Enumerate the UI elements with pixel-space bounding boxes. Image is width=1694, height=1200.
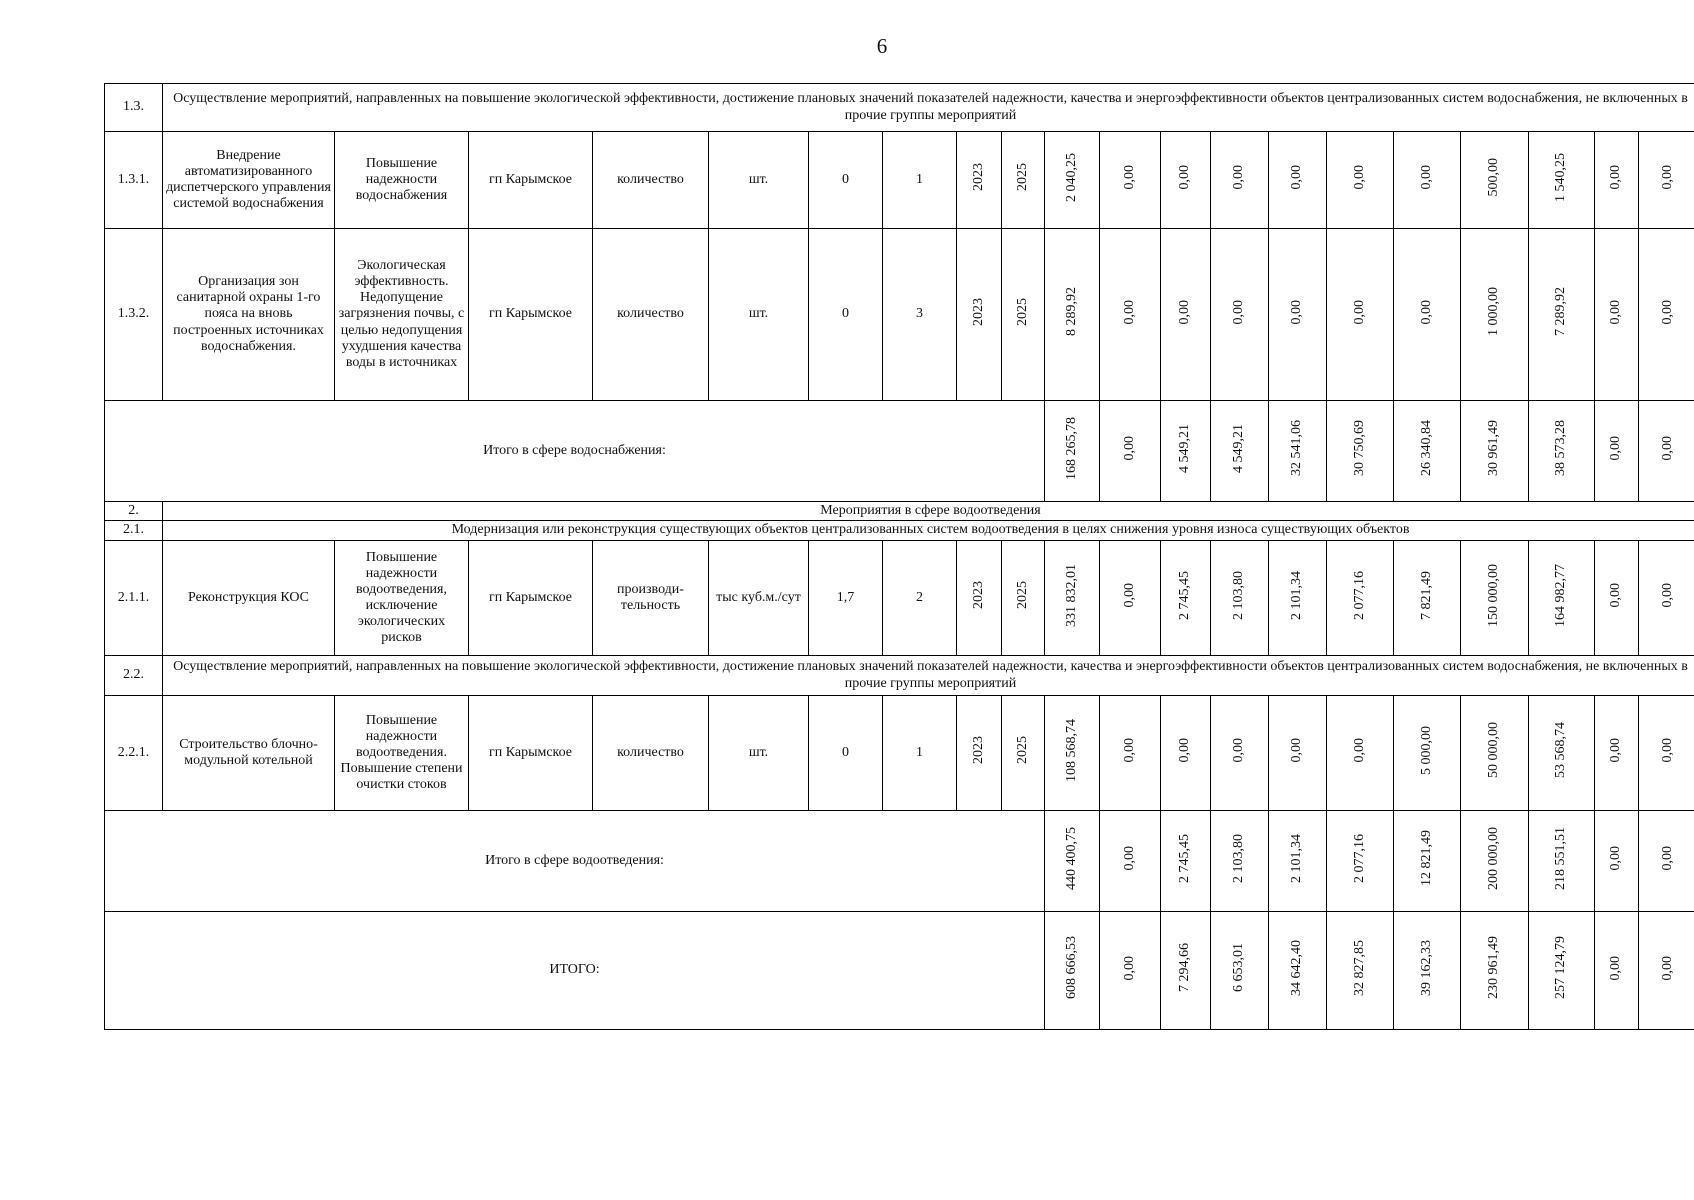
amount-cell — [1595, 229, 1639, 401]
table-row — [105, 229, 1694, 401]
total-amount-cell-text: 0,00 — [1660, 436, 1676, 461]
indicator: производи-тельность — [593, 541, 709, 656]
total-amount-cell — [1211, 912, 1269, 1030]
amount-cell — [1595, 541, 1639, 656]
total-amount-cell — [1461, 811, 1529, 912]
total-amount-cell-text: 2 077,16 — [1351, 833, 1367, 883]
total-row — [105, 912, 1694, 1030]
unit: шт. — [709, 132, 809, 229]
amount-cell-text: 1 000,00 — [1486, 287, 1502, 337]
amount-cell-text: 0,00 — [1231, 299, 1247, 325]
total-label: Итого в сфере водоотведения: — [105, 811, 1045, 912]
amount-cell-text: 0,00 — [1418, 165, 1434, 190]
amount-cell-text: 1 540,25 — [1553, 152, 1569, 202]
amount-cell — [1529, 541, 1595, 656]
amount-cell — [1161, 541, 1211, 656]
table-row — [105, 132, 1694, 229]
year-start-text: 2023 — [970, 163, 986, 192]
total-amount-cell — [1211, 401, 1269, 502]
total-amount-cell-text: 0,00 — [1608, 436, 1624, 461]
total-label: Итого в сфере водоснабжения: — [105, 401, 1045, 502]
amount-cell — [1461, 229, 1529, 401]
total-amount-cell-text: 0,00 — [1608, 846, 1624, 871]
year-start — [957, 132, 1002, 229]
amount-cell-text: 2 103,80 — [1231, 570, 1247, 620]
amount-cell — [1161, 696, 1211, 811]
total-amount-cell-text: 39 162,33 — [1418, 939, 1434, 996]
value-after: 3 — [883, 229, 957, 401]
total-amount-cell-text: 0,00 — [1660, 955, 1676, 981]
measure-name: Реконструкция КОС — [163, 541, 335, 656]
amount-cell-text: 0,00 — [1660, 299, 1676, 325]
amount-cell-text: 2 101,34 — [1289, 570, 1305, 620]
total-amount-cell — [1211, 811, 1269, 912]
section-row — [105, 656, 1694, 696]
amount-cell — [1639, 541, 1694, 656]
total-amount-cell-text: 230 961,49 — [1486, 936, 1502, 1000]
total-amount-cell — [1639, 912, 1694, 1030]
year-start-text: 2023 — [970, 581, 986, 610]
amount-cell — [1161, 132, 1211, 229]
section-row — [105, 84, 1694, 132]
row-id: 1.3.2. — [105, 229, 163, 401]
amount-cell — [1161, 229, 1211, 401]
amount-cell — [1211, 132, 1269, 229]
indicator: количество — [593, 132, 709, 229]
row-id: 2.1. — [105, 521, 163, 541]
total-amount-cell-text: 4 549,21 — [1177, 423, 1193, 473]
total-amount-cell — [1100, 401, 1161, 502]
amount-cell — [1461, 541, 1529, 656]
total-amount-cell — [1595, 811, 1639, 912]
page-number: 6 — [876, 34, 888, 58]
amount-cell-text: 7 289,92 — [1553, 287, 1569, 337]
year-end-text: 2025 — [1014, 297, 1030, 326]
amount-cell-text: 0,00 — [1660, 165, 1676, 190]
year-start — [957, 541, 1002, 656]
amount-cell-text: 0,00 — [1231, 165, 1247, 190]
year-end-text: 2025 — [1014, 163, 1030, 192]
total-amount-cell — [1045, 401, 1100, 502]
total-amount-cell — [1269, 811, 1327, 912]
total-amount-cell-text: 0,00 — [1660, 846, 1676, 871]
amount-cell — [1269, 132, 1327, 229]
total-amount-cell-text: 12 821,49 — [1418, 830, 1434, 887]
amount-cell — [1100, 132, 1161, 229]
amount-cell-text: 53 568,74 — [1553, 722, 1569, 779]
heading-title: Мероприятия в сфере водоотведения — [163, 502, 1694, 521]
row-id: 2.2.1. — [105, 696, 163, 811]
section-title: Осуществление мероприятий, направленных на повышение экологической эффективности, достижение плановых значений показателей надежности, качества и энергоэффективности объектов централизованных систем водоснабжения, не включенных в прочие группы мероприятий — [163, 84, 1694, 132]
total-amount-cell — [1161, 401, 1211, 502]
total-amount-cell-text: 34 642,40 — [1289, 939, 1305, 996]
total-amount-cell-text: 6 653,01 — [1231, 943, 1247, 993]
total-amount-cell-text: 0,00 — [1608, 955, 1624, 981]
amount-cell-text: 108 568,74 — [1063, 718, 1079, 782]
amount-cell — [1595, 696, 1639, 811]
total-amount-cell-text: 32 827,85 — [1351, 939, 1367, 996]
amount-cell — [1394, 696, 1461, 811]
value-before: 1,7 — [809, 541, 883, 656]
amount-cell-text: 2 040,25 — [1063, 152, 1079, 202]
year-start — [957, 696, 1002, 811]
amount-cell-text: 0,00 — [1177, 738, 1193, 763]
total-amount-cell — [1461, 401, 1529, 502]
indicator: количество — [593, 696, 709, 811]
total-amount-cell-text: 30 750,69 — [1351, 420, 1367, 477]
amount-cell-text: 50 000,00 — [1486, 722, 1502, 779]
amount-cell-text: 331 832,01 — [1063, 563, 1079, 627]
total-amount-cell — [1595, 401, 1639, 502]
measure-name: Организация зон санитарной охраны 1-го пояса на вновь построенных источниках водоснабжения. — [163, 229, 335, 401]
unit: шт. — [709, 229, 809, 401]
amount-cell — [1639, 229, 1694, 401]
amount-cell — [1045, 541, 1100, 656]
total-amount-cell-text: 2 745,45 — [1177, 833, 1193, 883]
amount-cell — [1394, 541, 1461, 656]
year-end — [1002, 132, 1045, 229]
amount-cell — [1100, 229, 1161, 401]
year-end — [1002, 696, 1045, 811]
amount-cell — [1100, 696, 1161, 811]
total-amount-cell — [1327, 912, 1394, 1030]
location: гп Карымское — [469, 229, 593, 401]
amount-cell-text: 7 821,49 — [1418, 570, 1434, 620]
total-amount-cell-text: 7 294,66 — [1177, 943, 1193, 993]
amount-cell-text: 0,00 — [1121, 299, 1137, 325]
amount-cell — [1394, 132, 1461, 229]
year-end-text: 2025 — [1014, 736, 1030, 765]
amount-cell-text: 0,00 — [1121, 738, 1137, 763]
total-amount-cell — [1529, 811, 1595, 912]
amount-cell-text: 500,00 — [1486, 158, 1502, 197]
amount-cell-text: 0,00 — [1351, 165, 1367, 190]
value-before: 0 — [809, 132, 883, 229]
amount-cell-text: 0,00 — [1418, 299, 1434, 325]
amount-cell — [1045, 132, 1100, 229]
total-amount-cell — [1639, 811, 1694, 912]
amount-cell-text: 0,00 — [1177, 165, 1193, 190]
total-row — [105, 811, 1694, 912]
total-amount-cell-text: 2 103,80 — [1231, 833, 1247, 883]
unit: тыс куб.м./сут — [709, 541, 809, 656]
year-end — [1002, 229, 1045, 401]
subsection-title: Модернизация или реконструкция существующих объектов централизованных систем водоотведения в целях снижения уровня износа существующих объектов — [163, 521, 1694, 541]
total-row — [105, 401, 1694, 502]
amount-cell — [1045, 696, 1100, 811]
amount-cell-text: 0,00 — [1608, 299, 1624, 325]
amount-cell — [1461, 132, 1529, 229]
total-amount-cell — [1045, 912, 1100, 1030]
amount-cell-text: 0,00 — [1121, 583, 1137, 608]
year-start-text: 2023 — [970, 297, 986, 326]
amount-cell-text: 150 000,00 — [1486, 563, 1502, 627]
row-id: 2. — [105, 502, 163, 521]
total-amount-cell — [1269, 912, 1327, 1030]
row-id: 2.1.1. — [105, 541, 163, 656]
row-id: 2.2. — [105, 656, 163, 696]
amount-cell — [1327, 229, 1394, 401]
amount-cell — [1639, 132, 1694, 229]
total-amount-cell-text: 4 549,21 — [1231, 423, 1247, 473]
total-amount-cell-text: 38 573,28 — [1553, 420, 1569, 477]
amount-cell — [1327, 696, 1394, 811]
row-id: 1.3. — [105, 84, 163, 132]
measures-table — [104, 83, 1694, 1030]
amount-cell — [1394, 229, 1461, 401]
table-row — [105, 541, 1694, 656]
total-amount-cell — [1595, 912, 1639, 1030]
measure-goal: Повышение надежности водоотведения, исключение экологических рисков — [335, 541, 469, 656]
section-title: Осуществление мероприятий, направленных на повышение экологической эффективности, достижение плановых значений показателей надежности, качества и энергоэффективности объектов централизованных систем водоснабжения, не включенных в прочие группы мероприятий — [163, 656, 1694, 696]
amount-cell — [1529, 132, 1595, 229]
year-end-text: 2025 — [1014, 581, 1030, 610]
measure-name: Внедрение автоматизированного диспетчерского управления системой водоснабжения — [163, 132, 335, 229]
total-amount-cell — [1461, 912, 1529, 1030]
measure-goal: Повышение надежности водоотведения. Повышение степени очистки стоков — [335, 696, 469, 811]
amount-cell-text: 0,00 — [1289, 299, 1305, 325]
amount-cell — [1639, 696, 1694, 811]
total-amount-cell — [1394, 401, 1461, 502]
total-amount-cell — [1327, 811, 1394, 912]
amount-cell-text: 0,00 — [1608, 738, 1624, 763]
total-amount-cell-text: 257 124,79 — [1553, 936, 1569, 1000]
amount-cell-text: 0,00 — [1351, 738, 1367, 763]
amount-cell — [1269, 229, 1327, 401]
unit: шт. — [709, 696, 809, 811]
total-amount-cell — [1394, 811, 1461, 912]
measure-name: Строительство блочно-модульной котельной — [163, 696, 335, 811]
amount-cell-text: 0,00 — [1177, 299, 1193, 325]
amount-cell — [1211, 696, 1269, 811]
total-amount-cell — [1161, 811, 1211, 912]
total-amount-cell-text: 0,00 — [1121, 846, 1137, 871]
amount-cell — [1529, 696, 1595, 811]
total-amount-cell-text: 608 666,53 — [1063, 936, 1079, 1000]
amount-cell — [1269, 696, 1327, 811]
total-amount-cell — [1394, 912, 1461, 1030]
amount-cell — [1211, 541, 1269, 656]
total-amount-cell — [1529, 912, 1595, 1030]
amount-cell-text: 8 289,92 — [1063, 287, 1079, 337]
total-amount-cell — [1100, 811, 1161, 912]
year-end — [1002, 541, 1045, 656]
amount-cell — [1045, 229, 1100, 401]
amount-cell-text: 0,00 — [1608, 583, 1624, 608]
amount-cell — [1595, 132, 1639, 229]
amount-cell-text: 5 000,00 — [1418, 725, 1434, 775]
value-before: 0 — [809, 696, 883, 811]
amount-cell-text: 0,00 — [1608, 165, 1624, 190]
amount-cell-text: 2 077,16 — [1351, 570, 1367, 620]
total-amount-cell — [1269, 401, 1327, 502]
amount-cell — [1269, 541, 1327, 656]
amount-cell-text: 0,00 — [1121, 165, 1137, 190]
total-amount-cell-text: 0,00 — [1121, 955, 1137, 981]
total-amount-cell — [1161, 912, 1211, 1030]
amount-cell-text: 0,00 — [1660, 583, 1676, 608]
amount-cell-text: 0,00 — [1351, 299, 1367, 325]
amount-cell-text: 164 982,77 — [1553, 563, 1569, 627]
indicator: количество — [593, 229, 709, 401]
total-amount-cell-text: 2 101,34 — [1289, 833, 1305, 883]
amount-cell — [1100, 541, 1161, 656]
measure-goal: Повышение надежности водоснабжения — [335, 132, 469, 229]
total-amount-cell — [1327, 401, 1394, 502]
row-id: 1.3.1. — [105, 132, 163, 229]
total-amount-cell-text: 440 400,75 — [1063, 826, 1079, 890]
amount-cell — [1461, 696, 1529, 811]
location: гп Карымское — [469, 541, 593, 656]
total-amount-cell-text: 168 265,78 — [1063, 416, 1079, 480]
total-amount-cell-text: 30 961,49 — [1486, 420, 1502, 477]
value-after: 1 — [883, 132, 957, 229]
amount-cell-text: 0,00 — [1289, 165, 1305, 190]
total-amount-cell-text: 32 541,06 — [1289, 420, 1305, 477]
location: гп Карымское — [469, 696, 593, 811]
amount-cell — [1327, 132, 1394, 229]
subsection-row — [105, 521, 1694, 541]
amount-cell-text: 2 745,45 — [1177, 570, 1193, 620]
value-after: 1 — [883, 696, 957, 811]
total-amount-cell — [1100, 912, 1161, 1030]
total-amount-cell — [1529, 401, 1595, 502]
total-amount-cell-text: 200 000,00 — [1486, 826, 1502, 890]
total-label: ИТОГО: — [105, 912, 1045, 1030]
amount-cell-text: 0,00 — [1660, 738, 1676, 763]
total-amount-cell — [1639, 401, 1694, 502]
amount-cell — [1211, 229, 1269, 401]
location: гп Карымское — [469, 132, 593, 229]
total-amount-cell — [1045, 811, 1100, 912]
amount-cell-text: 0,00 — [1231, 738, 1247, 763]
measure-goal: Экологическая эффективность. Недопущение загрязнения почвы, с целью недопущения ухудшения качества воды в источниках — [335, 229, 469, 401]
year-start — [957, 229, 1002, 401]
total-amount-cell-text: 218 551,51 — [1553, 826, 1569, 890]
heading-row — [105, 502, 1694, 521]
amount-cell-text: 0,00 — [1289, 738, 1305, 763]
total-amount-cell-text: 26 340,84 — [1418, 420, 1434, 477]
value-before: 0 — [809, 229, 883, 401]
total-amount-cell-text: 0,00 — [1121, 436, 1137, 461]
amount-cell — [1529, 229, 1595, 401]
year-start-text: 2023 — [970, 736, 986, 765]
value-after: 2 — [883, 541, 957, 656]
table-row — [105, 696, 1694, 811]
amount-cell — [1327, 541, 1394, 656]
